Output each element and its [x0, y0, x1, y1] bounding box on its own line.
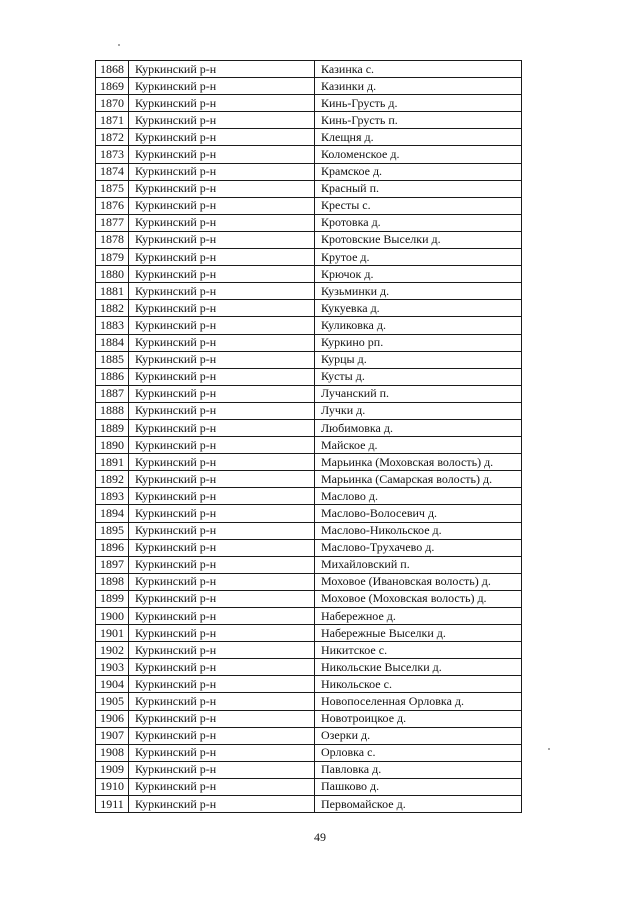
settlement-cell: Казинки д.	[315, 78, 522, 95]
district-cell: Куркинский р-н	[129, 266, 315, 283]
row-number-cell: 1879	[96, 249, 129, 266]
row-number-cell: 1892	[96, 471, 129, 488]
settlement-cell: Маслово-Никольское д.	[315, 522, 522, 539]
row-number-cell: 1869	[96, 78, 129, 95]
row-number-cell: 1887	[96, 385, 129, 402]
row-number-cell: 1888	[96, 402, 129, 419]
settlement-cell: Майское д.	[315, 437, 522, 454]
district-cell: Куркинский р-н	[129, 385, 315, 402]
district-cell: Куркинский р-н	[129, 744, 315, 761]
table-row	[96, 590, 522, 607]
settlement-cell: Маслово-Трухачево д.	[315, 539, 522, 556]
row-number-cell: 1903	[96, 659, 129, 676]
row-number-cell: 1875	[96, 180, 129, 197]
table-row	[96, 231, 522, 248]
district-cell: Куркинский р-н	[129, 471, 315, 488]
district-cell: Куркинский р-н	[129, 761, 315, 778]
row-number-cell: 1902	[96, 642, 129, 659]
table-row	[96, 197, 522, 214]
settlement-cell: Никитское с.	[315, 642, 522, 659]
row-number-cell: 1880	[96, 266, 129, 283]
settlement-cell: Кузьминки д.	[315, 283, 522, 300]
row-number-cell: 1882	[96, 300, 129, 317]
table-row	[96, 368, 522, 385]
settlement-cell: Крючок д.	[315, 266, 522, 283]
settlement-cell: Новотроицкое д.	[315, 710, 522, 727]
row-number-cell: 1876	[96, 197, 129, 214]
table-row	[96, 522, 522, 539]
row-number-cell: 1870	[96, 95, 129, 112]
district-cell: Куркинский р-н	[129, 61, 315, 78]
settlement-cell: Куркино рп.	[315, 334, 522, 351]
table-row	[96, 625, 522, 642]
settlement-cell: Пашково д.	[315, 778, 522, 795]
table-row	[96, 385, 522, 402]
table-row	[96, 608, 522, 625]
district-cell: Куркинский р-н	[129, 590, 315, 607]
settlement-cell: Клещня д.	[315, 129, 522, 146]
table-row	[96, 573, 522, 590]
table-row	[96, 95, 522, 112]
table-row	[96, 402, 522, 419]
settlement-cell: Маслово-Волосевич д.	[315, 505, 522, 522]
row-number-cell: 1901	[96, 625, 129, 642]
settlement-cell: Казинка с.	[315, 61, 522, 78]
settlement-cell: Любимовка д.	[315, 419, 522, 436]
table-row	[96, 266, 522, 283]
district-cell: Куркинский р-н	[129, 608, 315, 625]
row-number-cell: 1910	[96, 778, 129, 795]
settlement-cell: Куликовка д.	[315, 317, 522, 334]
settlement-cell: Марьинка (Моховская волость) д.	[315, 454, 522, 471]
table-row	[96, 163, 522, 180]
row-number-cell: 1897	[96, 556, 129, 573]
settlement-cell: Кротовка д.	[315, 214, 522, 231]
settlement-cell: Марьинка (Самарская волость) д.	[315, 471, 522, 488]
row-number-cell: 1911	[96, 796, 129, 813]
settlement-cell: Кусты д.	[315, 368, 522, 385]
table-row	[96, 778, 522, 795]
district-cell: Куркинский р-н	[129, 163, 315, 180]
row-number-cell: 1878	[96, 231, 129, 248]
district-cell: Куркинский р-н	[129, 214, 315, 231]
settlement-cell: Кротовские Выселки д.	[315, 231, 522, 248]
district-cell: Куркинский р-н	[129, 419, 315, 436]
table-row	[96, 419, 522, 436]
district-cell: Куркинский р-н	[129, 437, 315, 454]
table-row	[96, 693, 522, 710]
settlement-cell: Кинь-Грусть п.	[315, 112, 522, 129]
district-cell: Куркинский р-н	[129, 454, 315, 471]
district-cell: Куркинский р-н	[129, 556, 315, 573]
row-number-cell: 1909	[96, 761, 129, 778]
row-number-cell: 1900	[96, 608, 129, 625]
settlement-cell: Набережное д.	[315, 608, 522, 625]
district-cell: Куркинский р-н	[129, 796, 315, 813]
table-row	[96, 761, 522, 778]
district-cell: Куркинский р-н	[129, 231, 315, 248]
table-row	[96, 129, 522, 146]
row-number-cell: 1908	[96, 744, 129, 761]
district-cell: Куркинский р-н	[129, 249, 315, 266]
row-number-cell: 1889	[96, 419, 129, 436]
table-row	[96, 437, 522, 454]
row-number-cell: 1894	[96, 505, 129, 522]
district-cell: Куркинский р-н	[129, 488, 315, 505]
row-number-cell: 1885	[96, 351, 129, 368]
district-cell: Куркинский р-н	[129, 95, 315, 112]
district-cell: Куркинский р-н	[129, 625, 315, 642]
row-number-cell: 1907	[96, 727, 129, 744]
district-cell: Куркинский р-н	[129, 146, 315, 163]
settlement-cell: Новопоселенная Орловка д.	[315, 693, 522, 710]
table-row	[96, 642, 522, 659]
table-row	[96, 488, 522, 505]
district-cell: Куркинский р-н	[129, 197, 315, 214]
table-row	[96, 471, 522, 488]
district-cell: Куркинский р-н	[129, 402, 315, 419]
district-cell: Куркинский р-н	[129, 522, 315, 539]
row-number-cell: 1891	[96, 454, 129, 471]
row-number-cell: 1877	[96, 214, 129, 231]
settlement-cell: Первомайское д.	[315, 796, 522, 813]
district-cell: Куркинский р-н	[129, 129, 315, 146]
table-row	[96, 744, 522, 761]
table-row	[96, 334, 522, 351]
table-row	[96, 351, 522, 368]
district-cell: Куркинский р-н	[129, 351, 315, 368]
settlement-cell: Моховое (Моховская волость) д.	[315, 590, 522, 607]
settlement-cell: Лучки д.	[315, 402, 522, 419]
row-number-cell: 1874	[96, 163, 129, 180]
scan-speck	[118, 44, 120, 46]
settlement-cell: Крамское д.	[315, 163, 522, 180]
district-cell: Куркинский р-н	[129, 78, 315, 95]
table-row	[96, 249, 522, 266]
row-number-cell: 1904	[96, 676, 129, 693]
table-row	[96, 454, 522, 471]
settlement-cell: Никольское с.	[315, 676, 522, 693]
settlement-cell: Лучанский п.	[315, 385, 522, 402]
district-cell: Куркинский р-н	[129, 334, 315, 351]
district-cell: Куркинский р-н	[129, 112, 315, 129]
district-cell: Куркинский р-н	[129, 505, 315, 522]
table-row	[96, 796, 522, 813]
settlement-cell: Кресты с.	[315, 197, 522, 214]
table-row	[96, 180, 522, 197]
settlement-cell: Крутое д.	[315, 249, 522, 266]
row-number-cell: 1906	[96, 710, 129, 727]
row-number-cell: 1881	[96, 283, 129, 300]
table-row	[96, 710, 522, 727]
table-row	[96, 61, 522, 78]
row-number-cell: 1872	[96, 129, 129, 146]
district-cell: Куркинский р-н	[129, 300, 315, 317]
settlement-cell: Озерки д.	[315, 727, 522, 744]
table-row	[96, 78, 522, 95]
row-number-cell: 1905	[96, 693, 129, 710]
settlement-cell: Маслово д.	[315, 488, 522, 505]
row-number-cell: 1895	[96, 522, 129, 539]
page-number: 49	[314, 830, 326, 844]
table-row	[96, 112, 522, 129]
table-row	[96, 283, 522, 300]
district-cell: Куркинский р-н	[129, 317, 315, 334]
settlements-table	[95, 60, 522, 813]
district-cell: Куркинский р-н	[129, 283, 315, 300]
table-row	[96, 727, 522, 744]
settlement-cell: Кинь-Грусть д.	[315, 95, 522, 112]
table-row	[96, 659, 522, 676]
district-cell: Куркинский р-н	[129, 642, 315, 659]
district-cell: Куркинский р-н	[129, 368, 315, 385]
settlement-cell: Павловка д.	[315, 761, 522, 778]
row-number-cell: 1871	[96, 112, 129, 129]
row-number-cell: 1899	[96, 590, 129, 607]
settlement-cell: Красный п.	[315, 180, 522, 197]
row-number-cell: 1873	[96, 146, 129, 163]
row-number-cell: 1884	[96, 334, 129, 351]
row-number-cell: 1893	[96, 488, 129, 505]
scan-speck	[548, 748, 550, 750]
table-row	[96, 317, 522, 334]
district-cell: Куркинский р-н	[129, 573, 315, 590]
table-row	[96, 556, 522, 573]
district-cell: Куркинский р-н	[129, 676, 315, 693]
settlement-cell: Курцы д.	[315, 351, 522, 368]
table-row	[96, 214, 522, 231]
district-cell: Куркинский р-н	[129, 778, 315, 795]
settlement-cell: Кукуевка д.	[315, 300, 522, 317]
row-number-cell: 1868	[96, 61, 129, 78]
settlement-cell: Орловка с.	[315, 744, 522, 761]
settlement-cell: Моховое (Ивановская волость) д.	[315, 573, 522, 590]
row-number-cell: 1890	[96, 437, 129, 454]
table-row	[96, 146, 522, 163]
row-number-cell: 1898	[96, 573, 129, 590]
settlement-cell: Коломенское д.	[315, 146, 522, 163]
settlement-cell: Михайловский п.	[315, 556, 522, 573]
table-row	[96, 676, 522, 693]
table-row	[96, 539, 522, 556]
district-cell: Куркинский р-н	[129, 659, 315, 676]
table-row	[96, 300, 522, 317]
row-number-cell: 1886	[96, 368, 129, 385]
district-cell: Куркинский р-н	[129, 693, 315, 710]
settlements-table-body	[96, 61, 522, 813]
settlement-cell: Никольские Выселки д.	[315, 659, 522, 676]
district-cell: Куркинский р-н	[129, 539, 315, 556]
row-number-cell: 1883	[96, 317, 129, 334]
district-cell: Куркинский р-н	[129, 727, 315, 744]
row-number-cell: 1896	[96, 539, 129, 556]
table-row	[96, 505, 522, 522]
district-cell: Куркинский р-н	[129, 710, 315, 727]
district-cell: Куркинский р-н	[129, 180, 315, 197]
settlement-cell: Набережные Выселки д.	[315, 625, 522, 642]
